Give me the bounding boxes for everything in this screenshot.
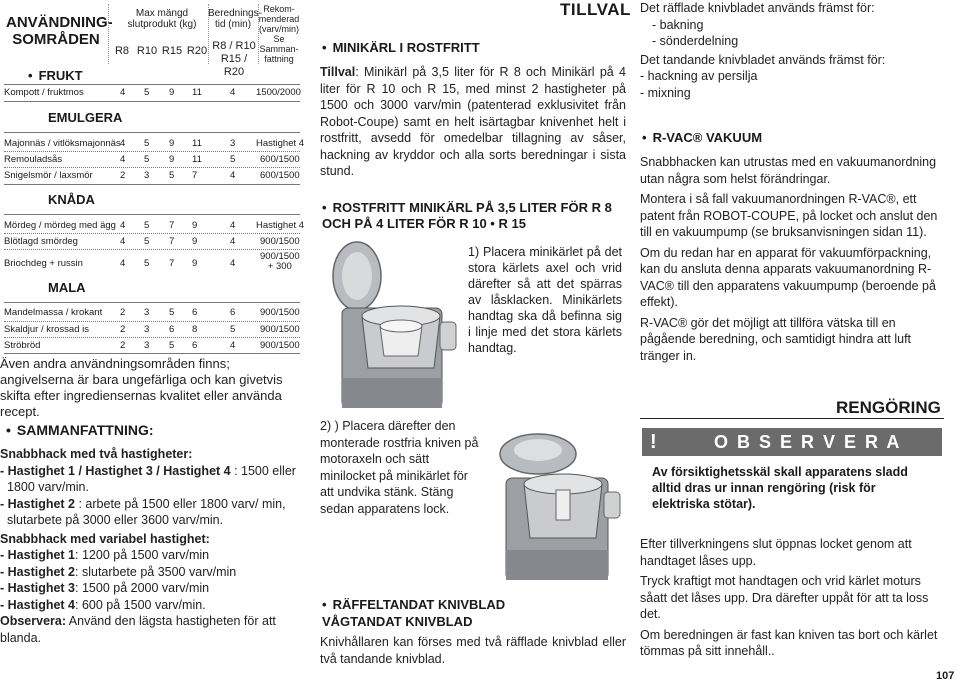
section-label-mala: MALA (48, 280, 86, 295)
header-prep-time: Berednings- tid (min) (208, 8, 262, 30)
table-row: Snigelsmör / laxsmör 2 3 5 7 4 600/1500 (4, 170, 300, 181)
rvac-heading: • R-VAC® VAKUUM (642, 130, 762, 146)
warning-word: O B S E R V E R A (714, 432, 902, 452)
header-time-models: R8 / R10 R15 / R20 (212, 40, 256, 78)
step-2: 2) ) Placera därefter den monterade rostfria kniven på motoraxeln och sätt minilocket på minikärlet för att undvika stänk. Stäng sedan apparatens lock. (320, 419, 479, 516)
summary-title: • SAMMANFATTNING: (6, 422, 154, 438)
header-model-r8: R8 (114, 45, 130, 57)
table-row: Skaldjur / krossad is 2 3 6 8 5 900/1500 (4, 324, 300, 335)
blades-heading: • RÄFFELTANDAT KNIVBLAD VÅGTANDAT KNIVBLAD (322, 596, 505, 630)
minikarl-heading: • MINIKÄRL I ROSTFRITT (322, 40, 480, 56)
cleaning-title: RENGÖRING (836, 398, 941, 417)
header-model-r10: R10 (136, 45, 158, 57)
warning-text: Av försiktighetsskäl skall apparatens sladd alltid dras ur innan rengöring (risk för elektriska stötar). (652, 465, 908, 511)
section-label-emulgera: EMULGERA (48, 110, 123, 125)
step-1: 1) Placera minikärlet på det stora kärlets axel och vrid därefter så att det spärras av låsklacken. Minikärlets handtag ska då befinna sig i linje med det stora kärlets handtag. (468, 245, 622, 355)
table-row: Majonnäs / vitlöksmajonnäs 4 5 9 11 3 Hastighet 4 (4, 138, 305, 149)
tillval-title: TILLVAL (560, 0, 631, 19)
header-max-amount: Max mängd slutprodukt (kg) (127, 8, 197, 30)
warning-bar (642, 428, 942, 456)
summary-body: Snabbhack med två hastigheter: - Hastighet 1 / Hastighet 3 / Hastighet 4 : 1500 eller 1800 varv/min. - Hastighet 2 : arbete på 1500 eller 1800 varv/ min, slutarbete på 3000 eller 3600 varv/min. Snabbhack med variabel hastighet: - Hastighet 1: 1200 på 1500 varv/min - Hastighet 2: slutarbete på 3500 varv/min - Hastighet 3: 1500 på 2000 varv/min - Hastighet 4: 600 på 1500 varv/min. Observera: Använd den lägsta hastigheten för att blanda. (0, 447, 296, 645)
table-row: Kompott / fruktmos 4 5 9 11 4 1500/2000 (4, 87, 301, 98)
section-label-knada: KNÅDA (48, 192, 95, 207)
table-row: Blötlagd smördeg 4 5 7 9 4 900/1500 (4, 236, 300, 247)
warning-icon: ! (650, 431, 657, 453)
table-row: Mördeg / mördeg med ägg 4 5 7 9 4 Hastighet 4 (4, 220, 305, 231)
header-model-r15: R15 (161, 45, 183, 57)
serrated-use: Det räfflade knivbladet används främst för: - bakning - sönderdelning Det tandande knivbladet används främst för: - hackning av persilja - mixning (640, 1, 886, 100)
table-row: Remouladsås 4 5 9 11 5 600/1500 (4, 154, 300, 165)
usage-note: Även andra användningsområden finns; angivelserna är bara ungefärliga och kan givetvis skifta efter ingrediensernas kvalitet eller använda recept. (0, 356, 283, 419)
machine-illustration-2 (494, 420, 624, 580)
minikarl-text: Tillval: Minikärl på 3,5 liter för R 8 och Minikärl på 4 liter för R 10 och R 15, med minst 2 hastigheter på 1500 och 3000 varv/min (patenterad exklusivitet från Robot-Coupe) samt en helt isärtagbar knivenhet helt i rostfritt, avsedd för omedelbar tillagning av såser, hackning av kryddor och alla sorts beredningar i sista stund. (320, 65, 626, 178)
table-row: Ströbröd 2 3 5 6 4 900/1500 (4, 340, 300, 351)
table-row: Mandelmassa / krokant 2 3 5 6 6 900/1500 (4, 307, 300, 318)
header-recommended: Rekom- menderad (varv/min) Se Samman- fattning (258, 4, 300, 64)
blades-text: Knivhållaren kan förses med två räfflade knivblad eller två tandande knivblad. (320, 635, 626, 666)
rvac-text: Snabbhacken kan utrustas med en vakuumanordning utan några som helst förändringar. Montera i så fall vakuumanordningen R-VAC®, ett patent från ROBOT-COUPE, på locket och anslut den till en vakuumpump (se bruksanvisningen sidan 11). Om du redan har en apparat för vakuumförpackning, kan du ansluta denna apparats vakuumanordning R-VAC® till den apparatens vakuumpump (beroende på effekt). R-VAC® gör det möjligt att tillföra vätska till en pågående beredning, och samtidigt hindra att luft tränger in. (640, 155, 938, 363)
section-label-frukt: • FRUKT (28, 68, 83, 83)
steel-minikarl-heading: • ROSTFRITT MINIKÄRL PÅ 3,5 LITER FÖR R 8 OCH PÅ 4 LITER FÖR R 10 • R 15 (322, 200, 628, 232)
table-row: Briochdeg + russin 4 5 7 9 4 900/1500 + 300 (4, 251, 300, 272)
table-title: ANVÄNDNING- SOMRÅDEN (6, 14, 113, 48)
header-model-r20: R20 (186, 45, 208, 57)
title-rule (640, 418, 944, 419)
page-number: 107 (936, 670, 955, 682)
machine-illustration-1 (322, 238, 462, 408)
cleaning-text: Efter tillverkningens slut öppnas locket genom att handtaget låses upp. Tryck kraftigt mot handtagen och vrid kärlet moturs såatt det låses upp. Dra därefter uppåt för att ta loss det. Om beredningen är fast kan kniven tas bort och kärlet tömmas på sitt innehåll.. (640, 537, 938, 658)
